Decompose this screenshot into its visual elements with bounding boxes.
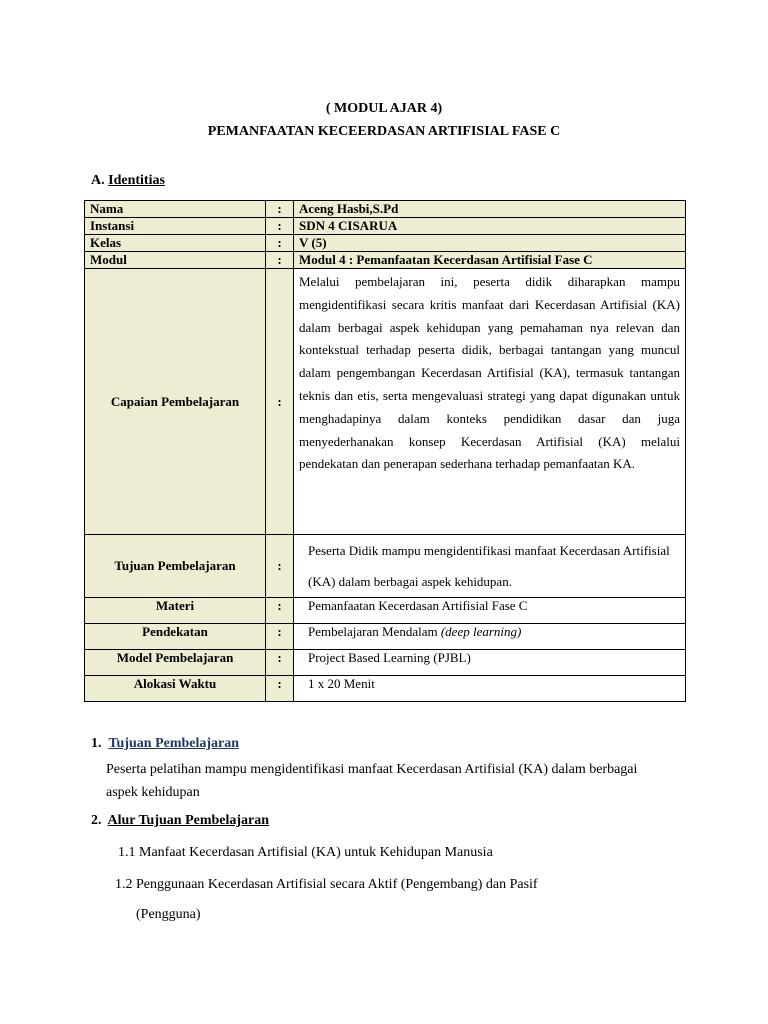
- row-colon: :: [266, 252, 294, 269]
- row-label: Kelas: [85, 235, 266, 252]
- row-colon: :: [266, 235, 294, 252]
- table-row: [85, 535, 686, 598]
- row-value: SDN 4 CISARUA: [294, 218, 686, 235]
- table-row: [85, 624, 686, 650]
- row-value: Aceng Hasbi,S.Pd: [294, 201, 686, 218]
- table-row: [85, 218, 686, 235]
- row-label: Capaian Pembelajaran: [85, 269, 266, 535]
- row-label: Modul: [85, 252, 266, 269]
- row-value: Pemanfaatan Kecerdasan Artifisial Fase C: [294, 598, 686, 624]
- module-subtitle: PEMANFAATAN KECEERDASAN ARTIFISIAL FASE C: [207, 124, 561, 139]
- row-colon: :: [266, 535, 294, 598]
- identity-table: [84, 200, 686, 702]
- list-item: 1.2 Penggunaan Kecerdasan Artifisial secara Aktif (Pengembang) dan Pasif: [115, 877, 538, 892]
- table-row: [85, 650, 686, 676]
- row-value: 1 x 20 Menit: [294, 676, 686, 702]
- section-2-heading: [91, 813, 269, 829]
- section-1-heading: [91, 736, 239, 752]
- row-value: V (5): [294, 235, 686, 252]
- section-a-heading: [91, 173, 165, 189]
- table-row: [85, 201, 686, 218]
- row-label: Nama: [85, 201, 266, 218]
- row-colon: :: [266, 650, 294, 676]
- row-label: Pendekatan: [85, 624, 266, 650]
- table-row: [85, 252, 686, 269]
- row-label: Instansi: [85, 218, 266, 235]
- row-value: Modul 4 : Pemanfaatan Kecerdasan Artifisial Fase C: [294, 252, 686, 269]
- row-value: [294, 624, 686, 650]
- section-2-title: Alur Tujuan Pembelajaran: [107, 813, 270, 828]
- row-colon: :: [266, 218, 294, 235]
- row-label: Alokasi Waktu: [85, 676, 266, 702]
- list-item: 1.1 Manfaat Kecerdasan Artifisial (KA) untuk Kehidupan Manusia: [118, 845, 493, 860]
- row-value: Project Based Learning (PJBL): [294, 650, 686, 676]
- row-colon: :: [266, 269, 294, 535]
- table-row: [85, 269, 686, 535]
- row-value-text: Pembelajaran Mendalam: [308, 624, 441, 639]
- table-row: [85, 235, 686, 252]
- list-item-continuation: (Pengguna): [136, 907, 201, 922]
- row-colon: :: [266, 201, 294, 218]
- row-colon: :: [266, 676, 294, 702]
- row-colon: :: [266, 624, 294, 650]
- row-colon: :: [266, 598, 294, 624]
- module-title: ( MODUL AJAR 4): [325, 101, 443, 116]
- section-a-label: Identitias: [108, 173, 165, 188]
- section-1-title: Tujuan Pembelajaran: [108, 736, 240, 751]
- section-a-prefix: A.: [91, 173, 109, 188]
- section-1-number: 1.: [91, 736, 102, 751]
- table-row: [85, 676, 686, 702]
- row-value: Melalui pembelajaran ini, peserta didik diharapkan mampu mengidentifikasi secara kritis manfaat dari Kecerdasan Artifisial (KA) dalam berbagai aspek kehidupan yang pemahaman nya relevan dan kontekstual terhadap peserta didik, berbagai tantangan yang muncul dalam pengembangan Kecerdasan Artifisial (KA), termasuk tantangan teknis dan etis, serta mengevaluasi strategi yang dapat digunakan untuk menghadapinya dalam konteks pendidikan dasar dan juga menyederhanakan konsep Kecerdasan Artifisial (KA) melalui pendekatan dan penerapan sederhana terhadap pemanfaatan KA.: [294, 269, 686, 535]
- table-row: [85, 598, 686, 624]
- section-2-number: 2.: [91, 813, 102, 828]
- row-value-italic: (deep learning): [440, 624, 522, 639]
- row-label: Tujuan Pembelajaran: [85, 535, 266, 598]
- row-label: Materi: [85, 598, 266, 624]
- row-label: Model Pembelajaran: [85, 650, 266, 676]
- section-1-text: Peserta pelatihan mampu mengidentifikasi manfaat Kecerdasan Artifisial (KA) dalam berbagai aspek kehidupan: [106, 762, 638, 800]
- row-value: Peserta Didik mampu mengidentifikasi manfaat Kecerdasan Artifisial (KA) dalam berbagai aspek kehidupan.: [294, 535, 686, 598]
